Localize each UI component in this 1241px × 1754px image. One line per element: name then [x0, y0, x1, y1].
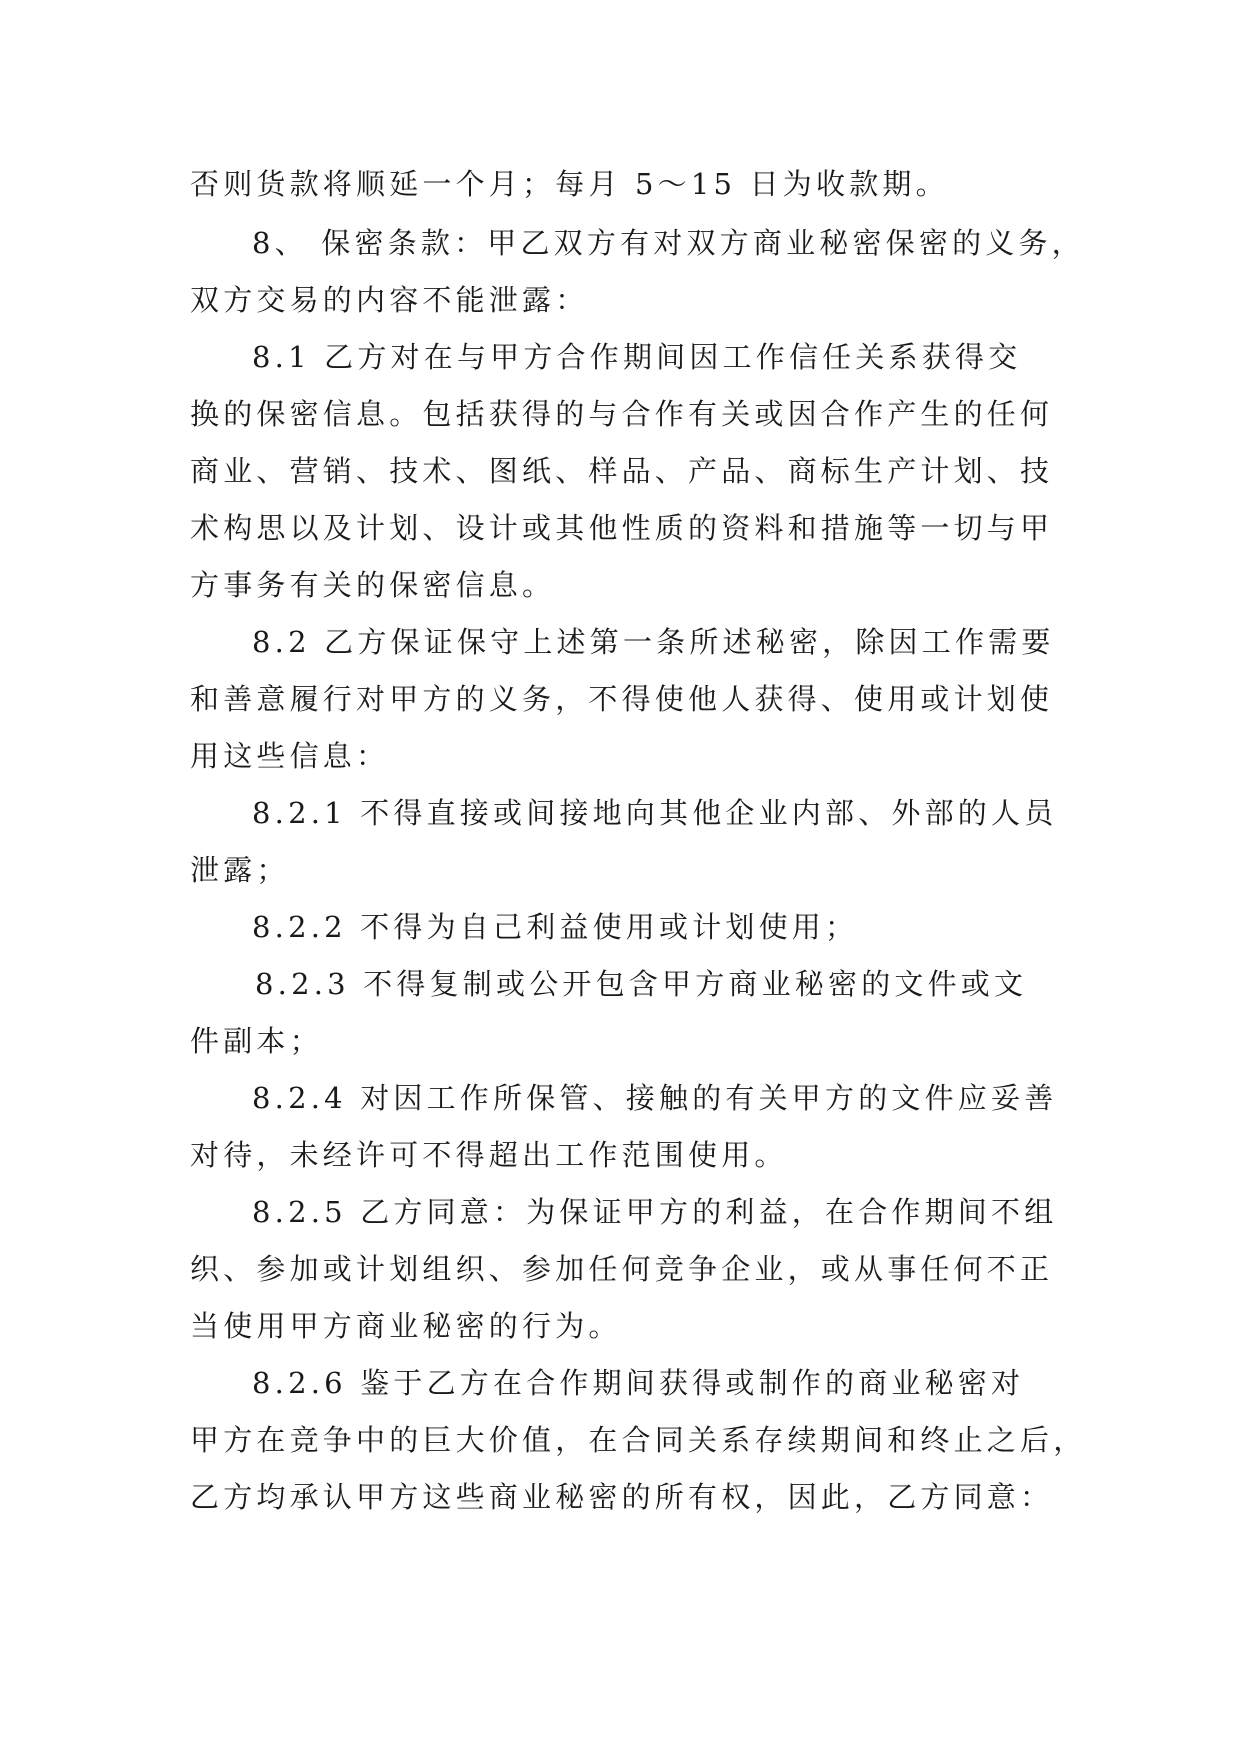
clause-8-heading: 8、 保密条款：甲乙双方有对双方商业秘密保密的义务，: [252, 226, 1085, 260]
paragraph-line: 泄露；: [190, 853, 290, 887]
clause-8-2-3-line: 8.2.3 不得复制或公开包含甲方商业秘密的文件或文: [255, 967, 1028, 1001]
clause-8-2-1-line: 8.2.1 不得直接或间接地向其他企业内部、外部的人员: [252, 796, 1058, 830]
paragraph-line: 术构思以及计划、设计或其他性质的资料和措施等一切与甲: [190, 511, 1054, 545]
paragraph-line: 方事务有关的保密信息。: [190, 568, 556, 602]
paragraph-line: 对待，未经许可不得超出工作范围使用。: [190, 1138, 788, 1172]
paragraph-line: 件副本；: [190, 1024, 323, 1058]
paragraph-line: 商业、营销、技术、图纸、样品、产品、商标生产计划、技: [190, 454, 1054, 488]
paragraph-line: 甲方在竞争中的巨大价值，在合同关系存续期间和终止之后，: [190, 1423, 1087, 1457]
clause-8-2-line: 8.2 乙方保证保守上述第一条所述秘密，除因工作需要: [252, 625, 1055, 659]
clause-8-2-2-line: 8.2.2 不得为自己利益使用或计划使用；: [252, 910, 859, 944]
clause-8-1-line: 8.1 乙方对在与甲方合作期间因工作信任关系获得交: [252, 340, 1022, 374]
clause-8-2-4-line: 8.2.4 对因工作所保管、接触的有关甲方的文件应妥善: [252, 1081, 1058, 1115]
paragraph-line: 双方交易的内容不能泄露：: [190, 283, 589, 317]
paragraph-line: 乙方均承认甲方这些商业秘密的所有权，因此，乙方同意：: [190, 1480, 1054, 1514]
clause-8-2-6-line: 8.2.6 鉴于乙方在合作期间获得或制作的商业秘密对: [252, 1366, 1025, 1400]
paragraph-line: 当使用甲方商业秘密的行为。: [190, 1309, 622, 1343]
paragraph-line: 换的保密信息。包括获得的与合作有关或因合作产生的任何: [190, 397, 1054, 431]
clause-8-2-5-line: 8.2.5 乙方同意：为保证甲方的利益，在合作期间不组: [252, 1195, 1058, 1229]
paragraph-line: 织、参加或计划组织、参加任何竞争企业，或从事任何不正: [190, 1252, 1054, 1286]
paragraph-line: 和善意履行对甲方的义务，不得使他人获得、使用或计划使: [190, 682, 1054, 716]
paragraph-line: 用这些信息：: [190, 739, 390, 773]
paragraph-line: 否则货款将顺延一个月；每月 5～15 日为收款期。: [190, 167, 949, 201]
